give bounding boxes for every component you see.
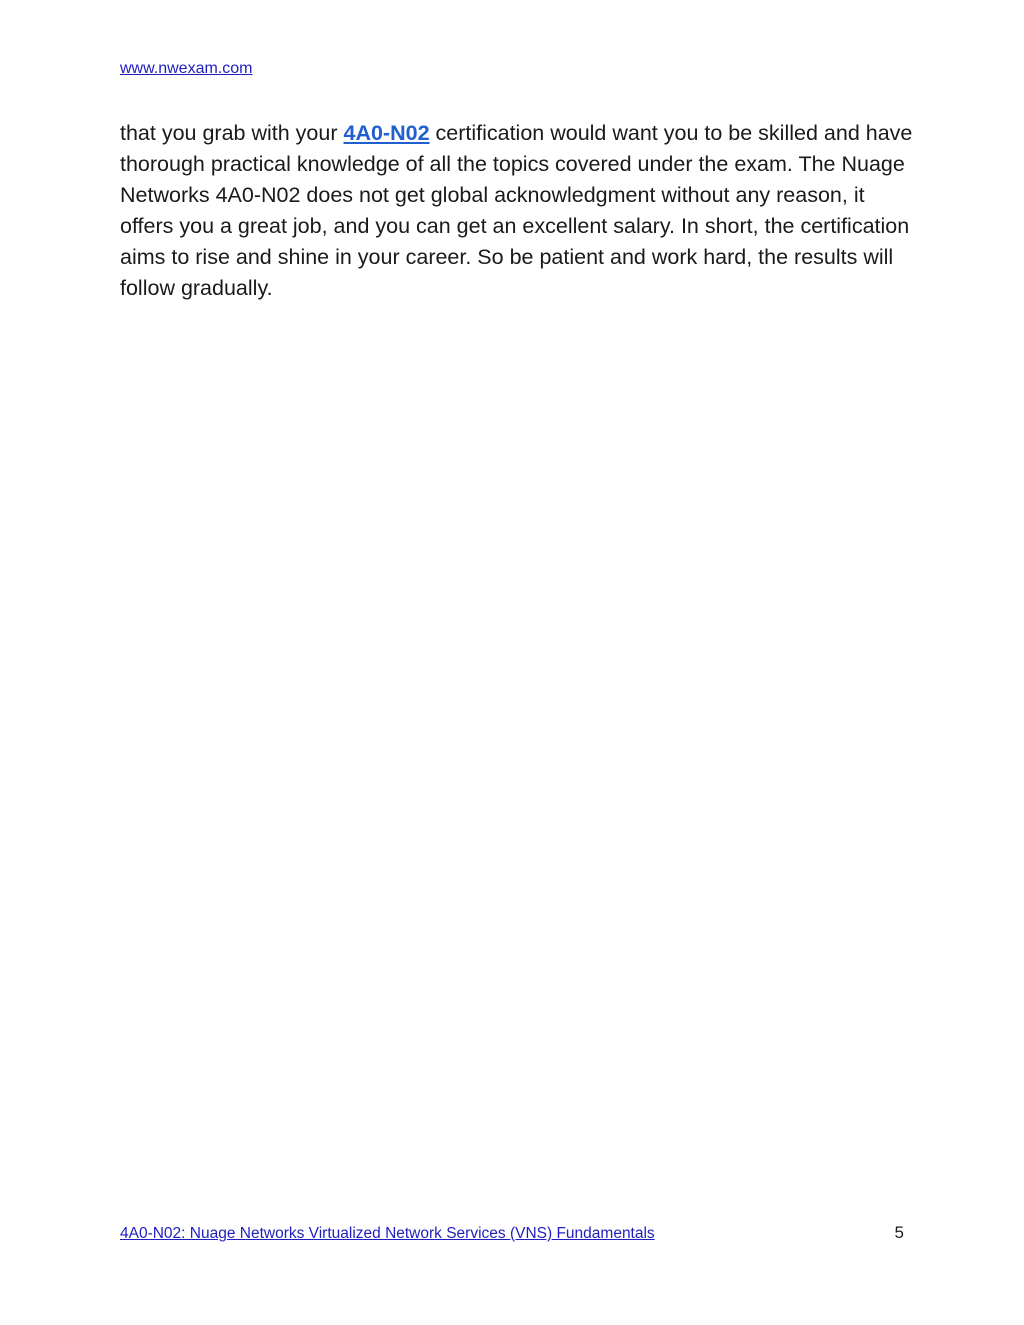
- paragraph-text-before-link: that you grab with your: [120, 121, 344, 145]
- paragraph-text-after-link: certification would want you to be skilled and have thorough practical knowledge of all the topics covered under the exam. The Nuage Networks 4A0-N02 does not get global acknowledgment without any reason, it offers you a great job, and you can get an excellent salary. In short, the certification aims to rise and shine in your career. So be patient and work hard, the results will follow gradually.: [120, 121, 913, 300]
- page-number: 5: [894, 1223, 904, 1242]
- exam-code-link[interactable]: 4A0-N02: [343, 121, 430, 145]
- header-site-link[interactable]: www.nwexam.com: [120, 60, 253, 77]
- body-paragraph: [120, 118, 920, 304]
- page-footer: [120, 1223, 904, 1243]
- footer-title-link[interactable]: 4A0-N02: Nuage Networks Virtualized Network Services (VNS) Fundamentals: [120, 1225, 655, 1242]
